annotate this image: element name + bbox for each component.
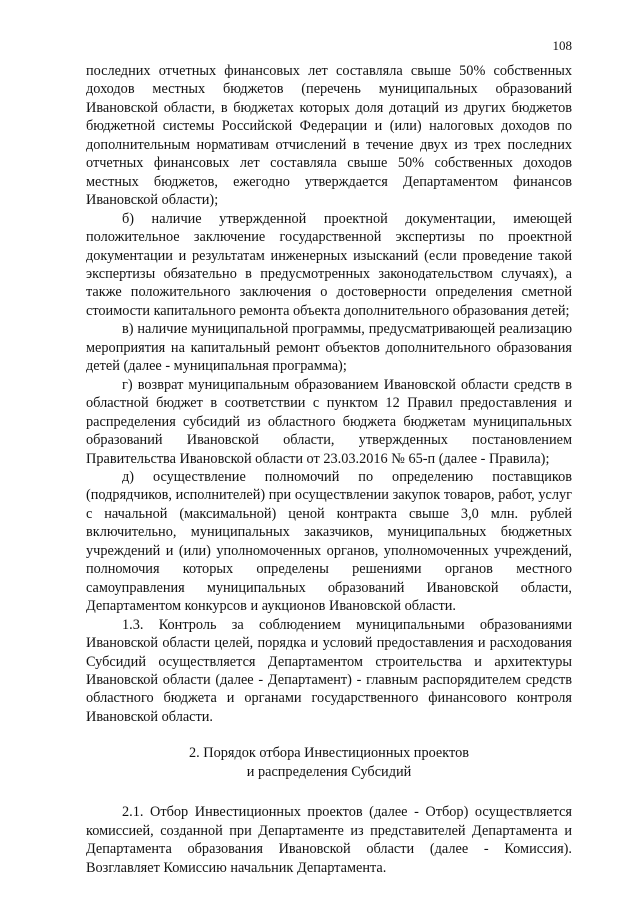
paragraph-item-g: г) возврат муниципальным образованием Ивановской области средств в областной бюджет в соответствии с пунктом 12 Правил предоставления и распределения субсидий из областного бюджета бюджетам муниципальных образований Ивановской области, утвержденных постановлением Правительства Ивановской области от 23.03.2016 № 65-п (далее - Правила); <box>86 376 572 467</box>
paragraph-item-b: б) наличие утвержденной проектной документации, имеющей положительное заключение государственной экспертизы по проектной документации и результатам инженерных изысканий (если проведение такой экспертизы обязательно в предусмотренных законодательством случаях), а также положительного заключения о достоверности определения сметной стоимости капитального ремонта объекта дополнительного образования детей; <box>86 210 572 319</box>
paragraph-2-1: 2.1. Отбор Инвестиционных проектов (далее - Отбор) осуществляется комиссией, созданной при Департаменте из представителей Департамента и Департамента образования Ивановской области (далее - Комиссия). Возглавляет Комиссию начальник Департамента. <box>86 804 572 876</box>
paragraph-1-3: 1.3. Контроль за соблюдением муниципальными образованиями Ивановской области целей, порядка и условий предоставления и расходования Субсидий осуществляется Департаментом строительства и архитектуры Ивановской области (далее - Департамент) - главным распорядителем средств областного бюджета и органами государственного финансового контроля Ивановской области. <box>86 616 572 725</box>
document-body <box>86 62 572 877</box>
section-heading-line-2: и распределения Субсидий <box>246 763 412 780</box>
section-heading-line-1: 2. Порядок отбора Инвестиционных проектов <box>189 745 469 762</box>
paragraph-continuation: последних отчетных финансовых лет составляла свыше 50% собственных доходов местных бюджетов (перечень муниципальных образований Ивановской области, в бюджетах которых доля дотаций из других бюджетов бюджетной системы Российской Федерации и (или) налоговых доходов по дополнительным нормативам отчислений в течение двух из трех последних отчетных финансовых лет составляла свыше 50% собственных доходов местных бюджетов, ежегодно утверждается Департаментом финансов Ивановской области); <box>86 63 572 209</box>
spacer <box>86 781 572 803</box>
page-number: 108 <box>552 38 572 53</box>
section-heading <box>86 744 572 781</box>
paragraph-item-d: д) осуществление полномочий по определению поставщиков (подрядчиков, исполнителей) при осуществлении закупок товаров, работ, услуг с начальной (максимальной) ценой контракта свыше 3,0 млн. рублей включительно, муниципальных заказчиков, муниципальных бюджетных учреждений и (или) уполномоченных органов, уполномоченных учреждений, полномочия которых определены решениями органов местного самоуправления муниципальных образований Ивановской области, Департаментом конкурсов и аукционов Ивановской области. <box>86 468 572 615</box>
paragraph-item-v: в) наличие муниципальной программы, предусматривающей реализацию мероприятия на капитальный ремонт объектов дополнительного образования детей (далее - муниципальная программа); <box>86 321 572 375</box>
